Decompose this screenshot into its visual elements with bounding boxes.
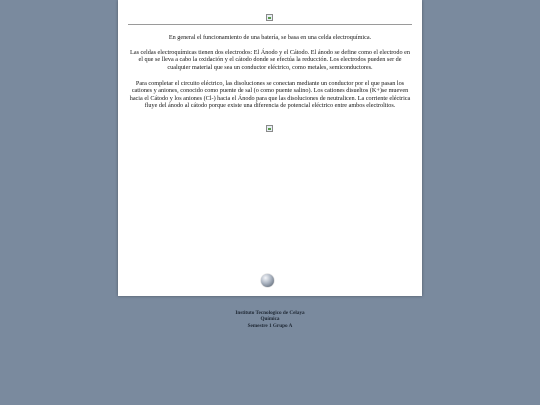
content-page — [118, 0, 422, 296]
broken-image-icon — [266, 14, 273, 21]
salt-bridge-paragraph: Para completar el circuito eléctrico, las disoluciones se conectan mediante un conductor por el que pasan los cationes y aniones, conocido como puente de sal (o como puente salino). Los cationes disueltos (K+)se mueven hacia el Cátodo y los aniones (Cl-) hacia el Ánodo para que las disoluciones de neutralicen. La corriente eléctrica fluye del ánodo al cátodo porque existe una diferencia de potencial eléctrico entre ambos electrolitos. — [129, 80, 411, 109]
electrodes-paragraph: Las celdas electroquímicas tienen dos electrodos: El Ánodo y el Cátodo. El ánodo se define como el electrodo en el que se lleva a cabo la oxidación y el cátodo donde se efectúa la reducción. Los electrodos pueden ser de cualquier material que sea un conductor eléctrico, como metales, semiconductores. — [130, 49, 410, 71]
footer-institution: Instituto Tecnologico de Celaya — [235, 310, 305, 316]
footer-group: Semestre 1 Grupo A — [247, 322, 293, 329]
horizontal-divider — [128, 24, 412, 25]
broken-image-icon — [266, 125, 273, 132]
footer-subject: Química — [260, 316, 280, 323]
page-footer — [0, 310, 540, 329]
intro-paragraph: En general el funcionamiento de una batería, se basa en una celda electroquímica. — [168, 34, 372, 41]
navigation-orb-button[interactable] — [261, 274, 274, 287]
